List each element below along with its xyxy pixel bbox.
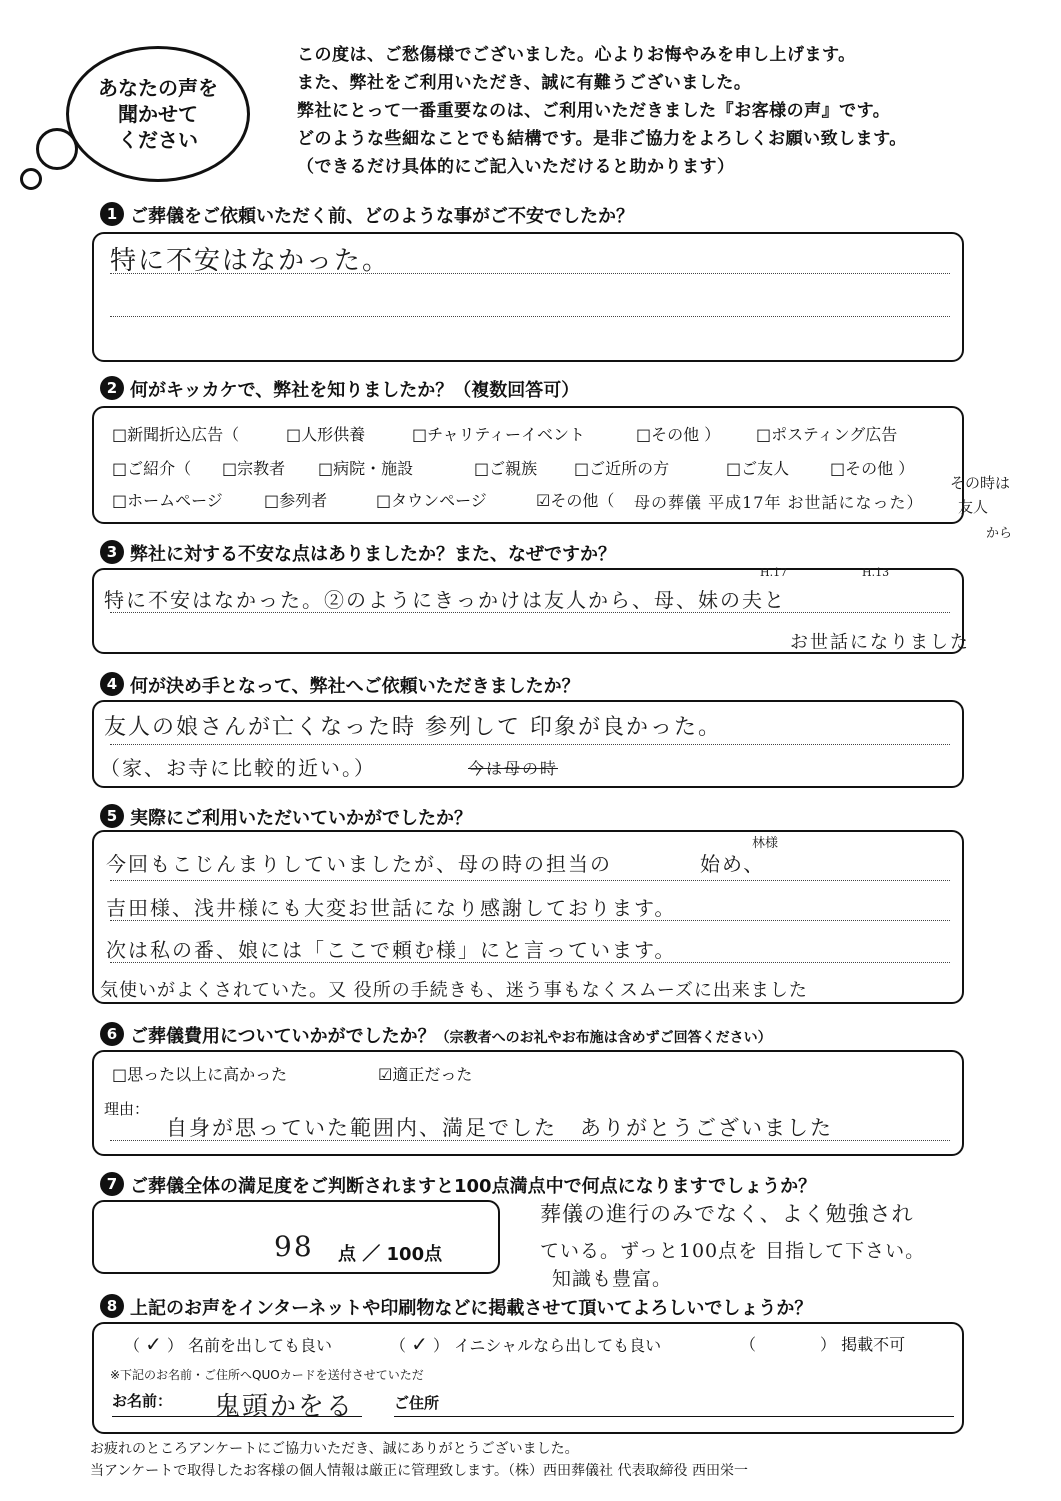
checkbox-relatives[interactable]: □ご親族 [474, 459, 538, 478]
check-mark-1: ✓ [145, 1332, 162, 1356]
side-note-2: 友人 [958, 498, 989, 516]
question-number-2: 2 [100, 376, 124, 400]
checkbox-homepage[interactable]: □ホームページ [112, 491, 223, 510]
question-5-title: 実際にご利用いただいていかがでしたか？ [130, 808, 472, 829]
question-8-title: 上記のお声をインターネットや印刷物などに掲載させて頂いてよろしいでしょうか？ [130, 1298, 813, 1319]
answer-5-line-3: 次は私の番、娘には「ここで頼む様」にと言っています。 [106, 938, 677, 962]
checkbox-religious[interactable]: □宗教者 [222, 459, 286, 478]
question-number-1: 1 [100, 202, 124, 226]
checkbox-attendee[interactable]: □参列者 [264, 491, 328, 510]
answer-5-line-4: 気使いがよくされていた。又 役所の手続きも、迷う事もなくスムーズに出来ました [100, 980, 808, 1001]
permission-option-initials-label: イニシャルなら出しても良い [454, 1336, 662, 1355]
question-7-title: ご葬儀全体の満足度をご判断されますと100点満点中で何点になりますでしょうか？ [130, 1176, 817, 1197]
permission-option-initials[interactable]: （ ✓ ） イニシャルなら出しても良い [390, 1332, 662, 1356]
checkbox-other-ad[interactable]: □その他 ） [636, 425, 721, 444]
bubble-line-2: 聞かせて [118, 102, 198, 126]
question-3-title: 弊社に対する不安な点はありましたか？また、なぜですか？ [130, 544, 616, 565]
question-6-note: （宗教者へのお礼やお布施は含めずご回答ください） [435, 1030, 772, 1046]
checkbox-other-checked[interactable]: ☑その他（ [536, 491, 615, 510]
answer-5-line-1: 今回もこじんまりしていましたが、母の時の担当の 始め、 [106, 852, 766, 876]
checkbox-neighbors[interactable]: □ご近所の方 [574, 459, 670, 478]
question-number-8: 8 [100, 1294, 124, 1318]
reason-label: 理由： [104, 1100, 150, 1118]
name-handwriting: 鬼頭かをる [214, 1392, 355, 1422]
checkbox-more-expensive[interactable]: □思った以上に高かった [112, 1065, 288, 1084]
dotted-line [110, 880, 950, 881]
quo-card-note: ※下記のお名前・ご住所へQUOカードを送付させていただ [110, 1368, 424, 1382]
checkbox-newspaper-ad[interactable]: □新聞折込広告（ [112, 425, 240, 444]
intro-line-5: （できるだけ具体的にご記入いただけると助かります） [297, 157, 735, 177]
checkbox-other-referral[interactable]: □その他 ） [830, 459, 915, 478]
checkbox-town-page[interactable]: □タウンページ [376, 491, 487, 510]
intro-line-3: 弊社にとって一番重要なのは、ご利用いただきました『お客様の声』です。 [297, 101, 891, 121]
bubble-line-1: あなたの声を [98, 76, 218, 100]
checkbox-hospital[interactable]: □病院・施設 [318, 459, 414, 478]
answer-3-handwriting-line-1: 特に不安はなかった。②のようにきっかけは友人から、母、妹の夫と [104, 588, 786, 612]
intro-line-1: この度は、ご愁傷様でございました。心よりお悔やみを申し上げます。 [297, 45, 856, 65]
answer-4-handwriting-line-2: （家、お寺に比較的近い。） [100, 756, 376, 780]
dotted-line [110, 744, 950, 745]
checkbox-friends[interactable]: □ご友人 [726, 459, 790, 478]
checkbox-fair-price[interactable]: ☑適正だった [378, 1065, 473, 1084]
annotation-h17: H.17 [760, 566, 788, 579]
address-underline [394, 1416, 954, 1417]
dotted-line [110, 316, 950, 317]
address-label: ご住所 [394, 1394, 440, 1412]
checkbox-posting-ad[interactable]: □ポスティング広告 [756, 425, 898, 444]
question-4-title: 何が決め手となって、弊社へご依頼いただきましたか？ [130, 676, 580, 697]
permission-option-name-label: 名前を出しても良い [188, 1336, 333, 1355]
checkbox-charity-event[interactable]: □チャリティーイベント [412, 425, 586, 444]
side-note-1: その時は [950, 474, 1011, 492]
checkbox-doll-memorial[interactable]: □人形供養 [286, 425, 366, 444]
speech-bubble [66, 46, 250, 182]
question-number-3: 3 [100, 540, 124, 564]
score-suffix: 点 ／ 100点 [338, 1244, 443, 1265]
answer-5-line-2: 吉田様、浅井様にも大変お世話になり感謝しております。 [106, 896, 677, 920]
question-1-title: ご葬儀をご依頼いただく前、どのような事がご不安でしたか？ [130, 206, 634, 227]
q7-comment-line-1: 葬儀の進行のみでなく、よく勉強され [540, 1202, 914, 1226]
answer-3-handwriting-line-2: お世話になりました [790, 632, 970, 653]
question-6-text: ご葬儀費用についていかがでしたか？ [130, 1026, 436, 1047]
intro-line-2: また、弊社をご利用いただき、誠に有難うございました。 [297, 73, 752, 93]
annotation-hayashi: 林様 [752, 836, 779, 851]
permission-option-no-label: 掲載不可 [841, 1335, 906, 1354]
other-handwriting: 母の葬儀 平成17年 お世話になった） [634, 493, 924, 512]
footer-thanks: お疲れのところアンケートにご協力いただき、誠にありがとうございました。 [90, 1441, 579, 1457]
reason-handwriting: 自身が思っていた範囲内、満足でした ありがとうございました [166, 1116, 833, 1140]
question-2-title: 何がキッカケで、弊社を知りましたか？（複数回答可） [130, 380, 580, 401]
score-value: 98 [274, 1230, 314, 1263]
footer-privacy: 当アンケートで取得したお客様の個人情報は厳正に管理致します。（株）西田葬儀社 代表取締役 西田栄一 [90, 1463, 748, 1479]
question-number-7: 7 [100, 1172, 124, 1196]
bubble-line-3: ください [118, 128, 198, 152]
checkbox-referral[interactable]: □ご紹介（ [112, 459, 192, 478]
permission-option-no[interactable]: （ ） 掲載不可 [740, 1335, 906, 1354]
struck-text: 今は母の時 [468, 759, 559, 778]
name-underline [112, 1416, 362, 1417]
question-number-6: 6 [100, 1022, 124, 1046]
answer-1-handwriting: 特に不安はなかった。 [110, 246, 391, 276]
answer-4-handwriting-line-1: 友人の娘さんが亡くなった時 参列して 印象が良かった。 [104, 715, 722, 740]
annotation-h13: H.13 [862, 566, 890, 579]
permission-option-name[interactable]: （ ✓ ） 名前を出しても良い [124, 1332, 333, 1356]
question-number-5: 5 [100, 804, 124, 828]
q7-comment-line-3: 知識も豊富。 [552, 1268, 673, 1290]
side-note-3: から [986, 526, 1013, 541]
question-6-title [130, 1022, 772, 1048]
name-label: お名前： [112, 1392, 173, 1410]
intro-line-4: どのような些細なことでも結構です。是非ご協力をよろしくお願い致します。 [297, 129, 907, 149]
question-number-4: 4 [100, 672, 124, 696]
q7-comment-line-2: ている。ずっと100点を 目指して下さい。 [540, 1240, 926, 1262]
speech-bubble-dot-small [20, 168, 42, 190]
check-mark-2: ✓ [411, 1332, 428, 1356]
